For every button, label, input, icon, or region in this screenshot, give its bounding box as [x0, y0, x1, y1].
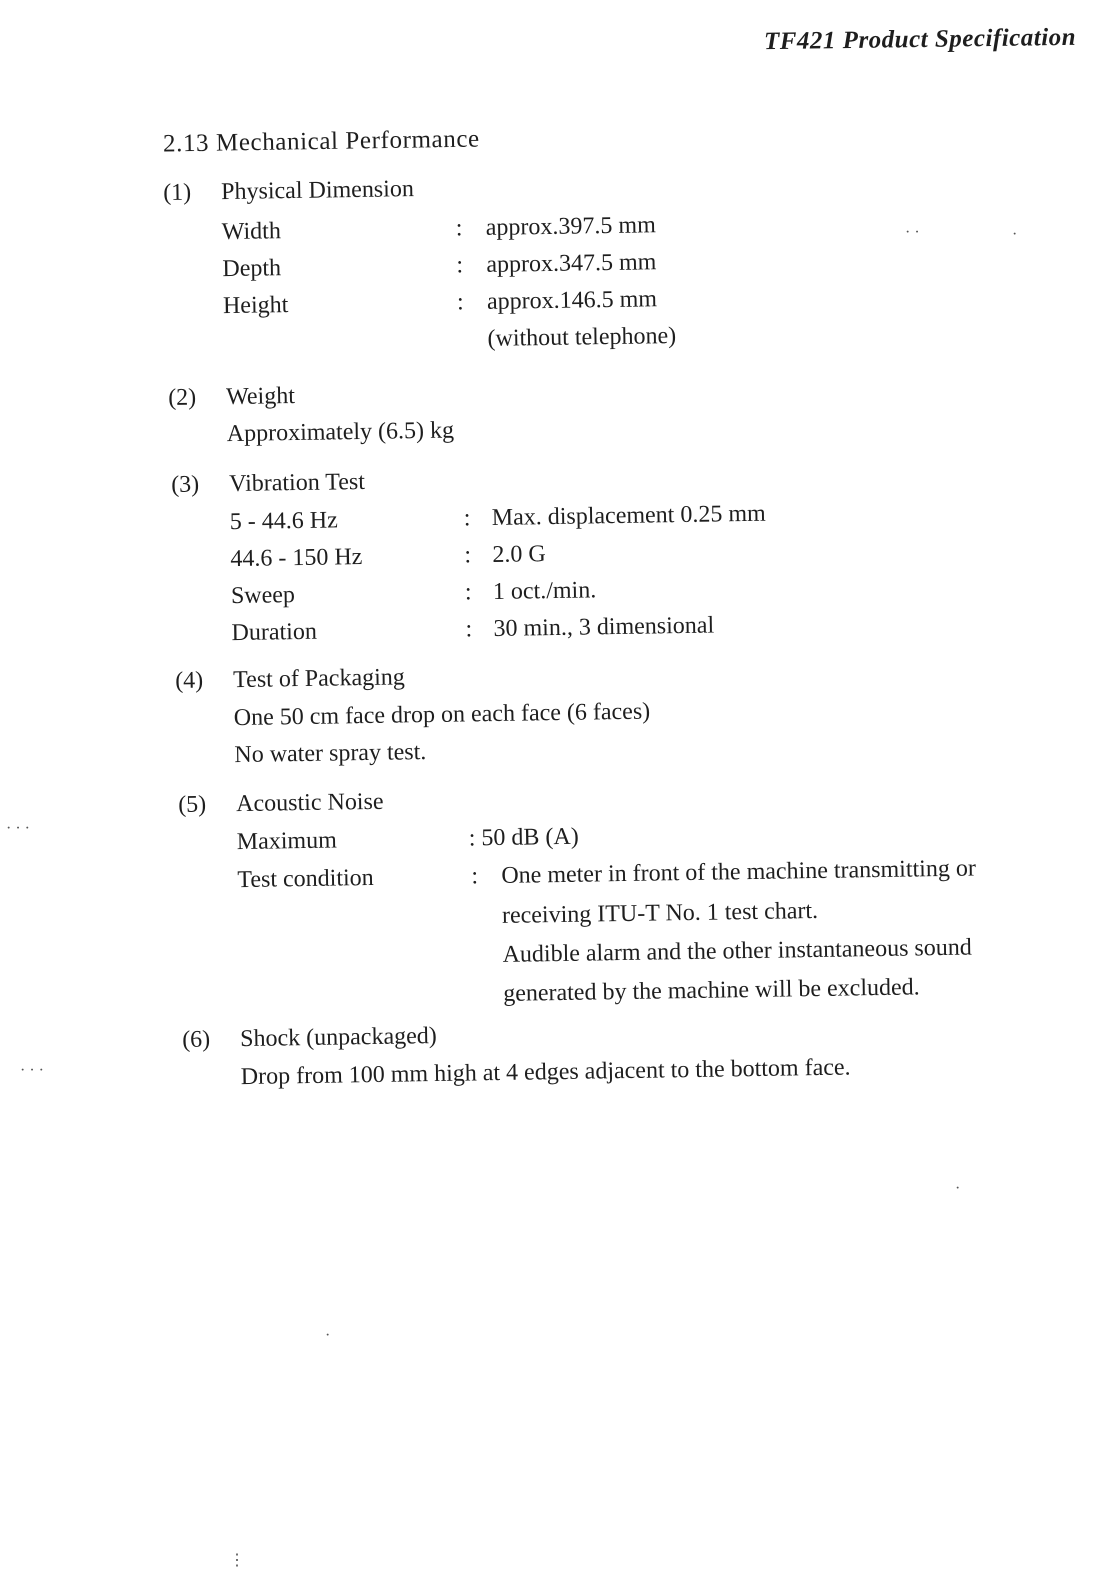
item-title: Weight	[225, 383, 296, 411]
item-number: (4)	[175, 667, 204, 694]
item-number: (2)	[168, 384, 197, 411]
scan-speck: ·	[325, 1327, 331, 1344]
item-title: Shock (unpackaged)	[239, 1023, 437, 1053]
scan-speck: ·	[955, 1180, 961, 1197]
item-title: Test of Packaging	[232, 664, 405, 694]
section-title: 2.13 Mechanical Performance	[162, 125, 480, 158]
spec-label: Maximum	[236, 827, 337, 856]
scan-speck: ⋮	[229, 1552, 245, 1569]
spec-value: One meter in front of the machine transmitting or	[501, 855, 977, 889]
spec-line: No water spray test.	[234, 739, 427, 769]
colon: :	[464, 542, 472, 569]
spec-label: 44.6 - 150 Hz	[230, 544, 363, 573]
spec-value: generated by the machine will be excluded.	[503, 974, 920, 1007]
scan-speck: · · ·	[6, 820, 30, 837]
item-number: (3)	[171, 471, 200, 498]
spec-value: 1 oct./min.	[492, 577, 597, 605]
spec-line: Drop from 100 mm high at 4 edges adjacent to the bottom face.	[240, 1054, 851, 1091]
spec-label: Width	[221, 218, 282, 246]
spec-value: Max. displacement 0.25 mm	[491, 500, 766, 531]
colon: :	[456, 289, 464, 316]
colon: :	[456, 252, 464, 279]
spec-value: 2.0 G	[492, 541, 546, 568]
spec-value: approx.397.5 mm	[485, 212, 656, 241]
colon: :	[465, 616, 473, 643]
colon: :	[471, 863, 479, 890]
spec-value: 30 min., 3 dimensional	[493, 612, 715, 642]
colon: :	[463, 505, 471, 532]
page-header: TF421 Product Specification	[763, 23, 1077, 56]
spec-value: receiving ITU-T No. 1 test chart.	[501, 897, 819, 929]
item-number: (1)	[163, 179, 192, 206]
spec-line: Approximately (6.5) kg	[226, 417, 455, 448]
spec-line: One 50 cm face drop on each face (6 faces)	[233, 698, 651, 732]
colon: :	[455, 215, 463, 242]
item-title: Physical Dimension	[220, 176, 415, 206]
scan-speck: · · ·	[20, 1062, 44, 1079]
spec-label: 5 - 44.6 Hz	[229, 507, 338, 536]
spec-note-text: (without telephone)	[487, 322, 677, 352]
spec-label: Duration	[231, 618, 318, 647]
spec-value: Audible alarm and the other instantaneous sound	[502, 934, 972, 968]
item-number: (5)	[178, 791, 207, 818]
item-number: (6)	[182, 1026, 211, 1053]
colon: :	[464, 579, 472, 606]
item-title: Vibration Test	[228, 468, 366, 498]
spec-label: Height	[222, 292, 289, 320]
spec-value: : 50 dB (A)	[468, 823, 579, 852]
scan-speck: · ·	[905, 224, 920, 241]
spec-label: Test condition	[237, 864, 374, 894]
spec-label: Sweep	[230, 582, 296, 610]
spec-label: Depth	[222, 255, 282, 283]
spec-value: approx.146.5 mm	[486, 286, 658, 315]
scan-speck: ·	[1012, 226, 1018, 243]
item-title: Acoustic Noise	[235, 788, 384, 818]
spec-value: approx.347.5 mm	[486, 249, 657, 278]
